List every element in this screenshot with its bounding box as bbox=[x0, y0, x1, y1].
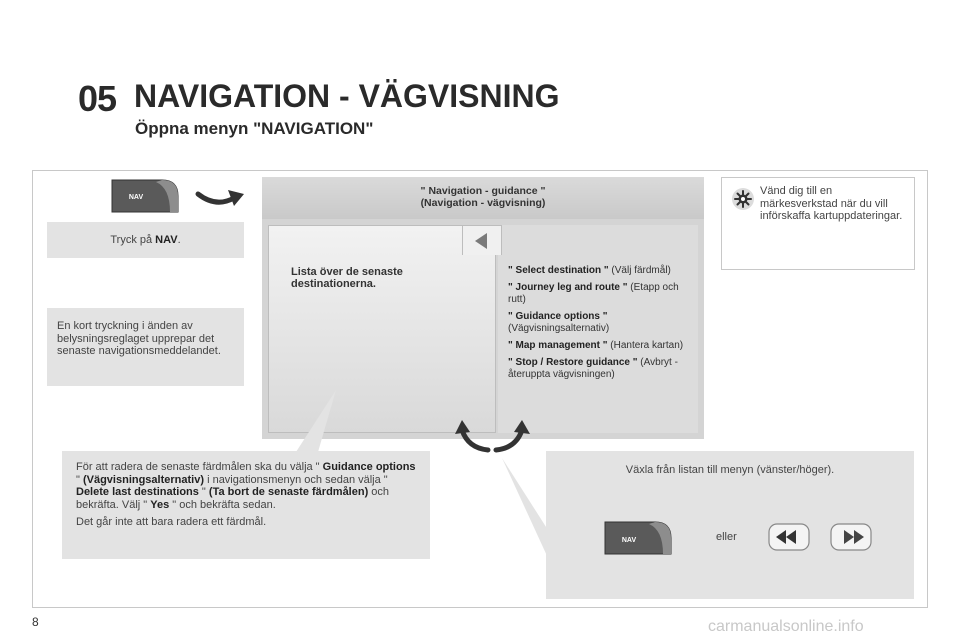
short-press-text: En kort tryckning i änden av belysningsreglaget upprepar det senaste navigationsmeddelandet. bbox=[57, 320, 221, 357]
screen-header-line2: (Navigation - vägvisning) bbox=[420, 197, 546, 209]
menu-item-stop-restore[interactable]: " Stop / Restore guidance " (Avbryt - återuppta vägvisningen) bbox=[508, 357, 678, 380]
info-note bbox=[721, 177, 915, 270]
or-text: eller bbox=[716, 531, 737, 543]
delete-instructions: För att radera de senaste färdmålen ska du välja " Guidance options " (Vägvisningsalternativ) i navigationsmenyn och sedan välja " Delete last destinations " (Ta bort de senaste färdmålen) och bekräfta. Välj " Yes " och bekräfta sedan. bbox=[76, 461, 416, 511]
screen-header-text bbox=[262, 185, 704, 209]
gear-icon bbox=[731, 187, 755, 211]
nav-button[interactable] bbox=[110, 178, 180, 214]
delete-limitation: Det går inte att bara radera ett färdmål. bbox=[76, 516, 267, 528]
list-title: Lista över de senaste destinationerna. bbox=[291, 266, 403, 290]
menu-item-guidance-options[interactable]: " Guidance options " (Vägvisningsalternativ) bbox=[508, 311, 610, 334]
info-text: Vänd dig till en märkesverkstad när du vill införskaffa kartuppdateringar. bbox=[760, 185, 903, 222]
menu-items bbox=[508, 265, 698, 386]
callout-pointer-left bbox=[292, 390, 336, 452]
nav-button-secondary-label: NAV bbox=[621, 537, 637, 544]
back-tab[interactable] bbox=[462, 225, 502, 255]
page-title: NAVIGATION - VÄGVISNING bbox=[134, 78, 560, 114]
press-nav-note bbox=[47, 222, 244, 258]
press-nav-text: Tryck på bbox=[110, 234, 156, 246]
chapter-number: 05 bbox=[78, 78, 117, 119]
menu-item-map-management[interactable]: " Map management " (Hantera kartan) bbox=[508, 340, 684, 351]
back-arrow-icon bbox=[475, 233, 487, 249]
short-press-note bbox=[47, 308, 244, 386]
delete-destinations-note bbox=[62, 451, 430, 559]
page-number: 8 bbox=[32, 615, 39, 629]
page-subtitle: Öppna menyn "NAVIGATION" bbox=[135, 119, 374, 138]
switch-arrows-icon bbox=[452, 416, 536, 456]
screen-header bbox=[262, 177, 704, 219]
menu-item-select-destination[interactable]: " Select destination " (Välj färdmål) bbox=[508, 265, 671, 276]
nav-button-label: NAV bbox=[128, 194, 144, 201]
menu-item-journey-leg[interactable]: " Journey leg and route " (Etapp och rutt) bbox=[508, 282, 679, 305]
forward-button[interactable] bbox=[830, 523, 872, 551]
watermark: carmanualsonline.info bbox=[708, 618, 864, 635]
press-nav-key: NAV bbox=[155, 234, 178, 246]
screen-header-line1: " Navigation - guidance " bbox=[420, 185, 546, 197]
rewind-button[interactable] bbox=[768, 523, 810, 551]
switch-text: Växla från listan till menyn (vänster/höger). bbox=[625, 464, 835, 476]
nav-button-secondary[interactable] bbox=[603, 520, 673, 556]
callout-pointer-right bbox=[502, 458, 548, 558]
press-nav-suffix: . bbox=[177, 234, 181, 246]
curved-arrow-icon bbox=[196, 186, 246, 214]
